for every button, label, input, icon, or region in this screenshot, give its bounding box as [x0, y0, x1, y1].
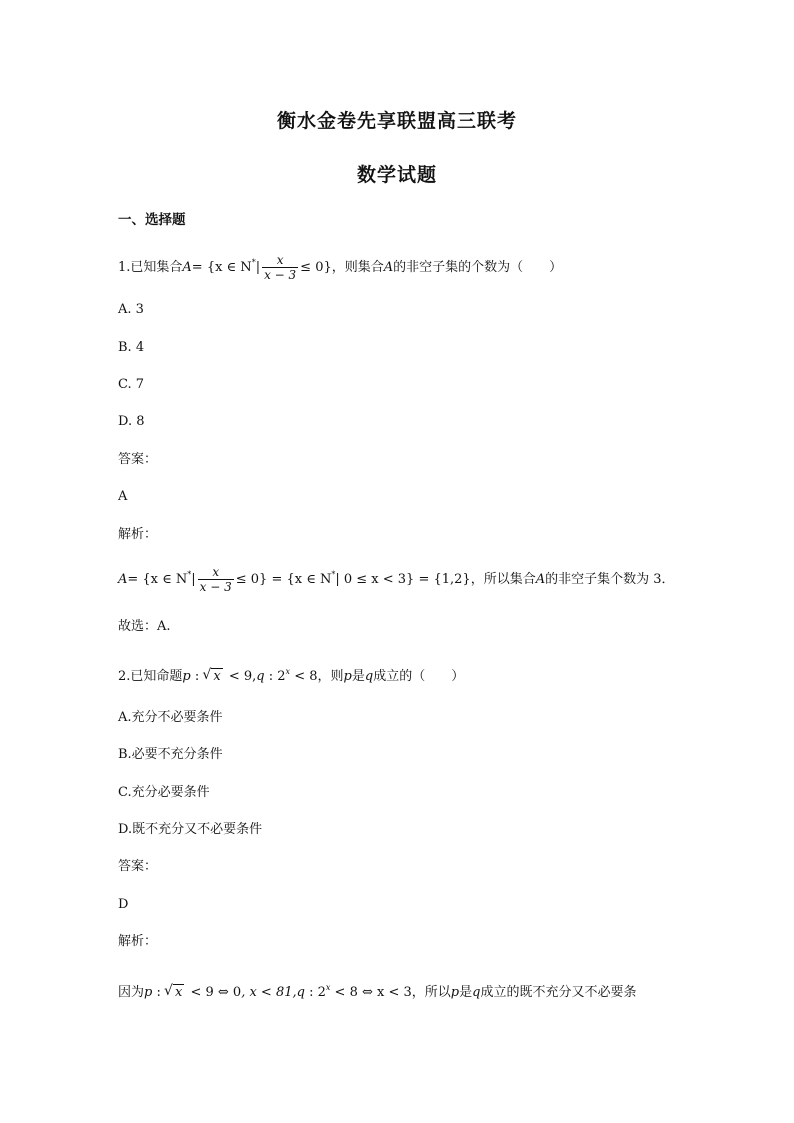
- fraction-denominator: x − 3: [199, 579, 232, 594]
- sqrt: [165, 983, 184, 1003]
- set-symbol: A: [118, 572, 128, 587]
- question-2-suffix-c: 成立的（ ）: [373, 669, 465, 684]
- fraction-denominator: x − 3: [264, 267, 297, 282]
- answer-label: 答案：: [118, 452, 158, 467]
- fraction: [198, 566, 234, 594]
- star-superscript: *: [331, 570, 336, 579]
- option-d: D.既不充分又不必要条件: [118, 822, 263, 837]
- analysis-expr-1: = {x ∈ N: [127, 572, 188, 587]
- answer-label: 答案：: [118, 859, 158, 874]
- question-2-stem: [118, 662, 464, 687]
- radicand: x: [213, 669, 221, 684]
- question-2-suffix-b: 是: [351, 669, 365, 684]
- var-p: p: [144, 985, 153, 1000]
- colon-base: : 2: [304, 985, 326, 1000]
- question-2-suffix-a: ，则: [317, 669, 344, 684]
- analysis-text-1: ，所以集合: [470, 572, 536, 587]
- option-c: C.充分必要条件: [118, 785, 210, 800]
- var-q-ref: q: [364, 669, 374, 684]
- var-p: p: [182, 669, 191, 684]
- analysis-text-2: 是: [459, 985, 473, 1000]
- star-superscript: *: [187, 570, 192, 579]
- set-symbol-ref: A: [383, 260, 394, 275]
- var-p-ref: p: [450, 985, 460, 1000]
- option-b: B. 4: [118, 340, 145, 355]
- question-1-suffix-b: 的非空子集的个数为（ ）: [393, 260, 563, 275]
- question-2-prefix: 2.已知命题: [118, 669, 183, 684]
- fraction-numerator: x: [276, 252, 284, 267]
- analysis-expr-2: ≤ 0} = {x ∈ N: [235, 572, 332, 587]
- set-symbol-ref: A: [535, 572, 546, 587]
- fraction: [262, 254, 298, 282]
- colon: :: [152, 985, 165, 1000]
- colon-base: : 2: [264, 669, 286, 684]
- set-bar: |: [191, 572, 196, 587]
- document-subtitle: 数学试题: [356, 164, 437, 186]
- section-heading: 一、选择题: [118, 212, 186, 228]
- var-q: q: [296, 985, 305, 1000]
- fraction-numerator: x: [212, 564, 220, 579]
- option-b: B.必要不充分条件: [118, 747, 223, 762]
- inequality-1: < 9,: [224, 669, 257, 684]
- analysis-2-text: [118, 978, 636, 1003]
- exponent: x: [285, 667, 291, 676]
- option-a: A. 3: [118, 302, 144, 317]
- var-q-ref: q: [472, 985, 481, 1000]
- analysis-text-2: 的非空子集个数为 3．: [545, 572, 675, 587]
- answer-value: A: [118, 489, 128, 504]
- set-symbol: A: [182, 260, 192, 275]
- analysis-expr-3: | 0 ≤ x < 3} = {1,2}: [335, 572, 471, 587]
- analysis-text-1: ，所以: [411, 985, 451, 1000]
- analysis-label: 解析：: [118, 527, 158, 542]
- option-a: A.充分不必要条件: [118, 710, 223, 725]
- exponent: x: [325, 983, 331, 992]
- analysis-label: 解析：: [118, 934, 158, 949]
- question-1-suffix-a: ，则集合: [331, 260, 384, 275]
- analysis-1-text: [118, 565, 675, 594]
- analysis-expr-3: < 8 ⇔ x < 3: [330, 985, 412, 1000]
- analysis-expr-1: < 9 ⇔ 0: [186, 985, 242, 1000]
- set-bar: |: [255, 260, 261, 275]
- set-expr-a: = {x ∈ N: [191, 260, 252, 275]
- document-title: 衡水金卷先享联盟高三联考: [276, 110, 517, 132]
- sqrt: [203, 667, 222, 687]
- radicand: x: [175, 985, 183, 1000]
- var-p-ref: p: [343, 669, 352, 684]
- star-superscript: *: [251, 258, 256, 267]
- conclusion: 故选：A.: [118, 619, 171, 634]
- inequality-2: < 8: [290, 669, 318, 684]
- option-c: C. 7: [118, 377, 145, 392]
- colon: :: [190, 669, 204, 684]
- analysis-text-3: 成立的既不充分又不必要条: [480, 985, 637, 1000]
- set-expr-b: ≤ 0}: [300, 260, 332, 275]
- var-q: q: [256, 669, 265, 684]
- question-1-stem: [118, 253, 562, 282]
- analysis-prefix: 因为: [118, 985, 145, 1000]
- analysis-expr-2: , x < 81,: [241, 985, 297, 1000]
- option-d: D. 8: [118, 414, 145, 429]
- answer-value: D: [118, 897, 129, 912]
- question-1-prefix: 1.已知集合: [118, 260, 183, 275]
